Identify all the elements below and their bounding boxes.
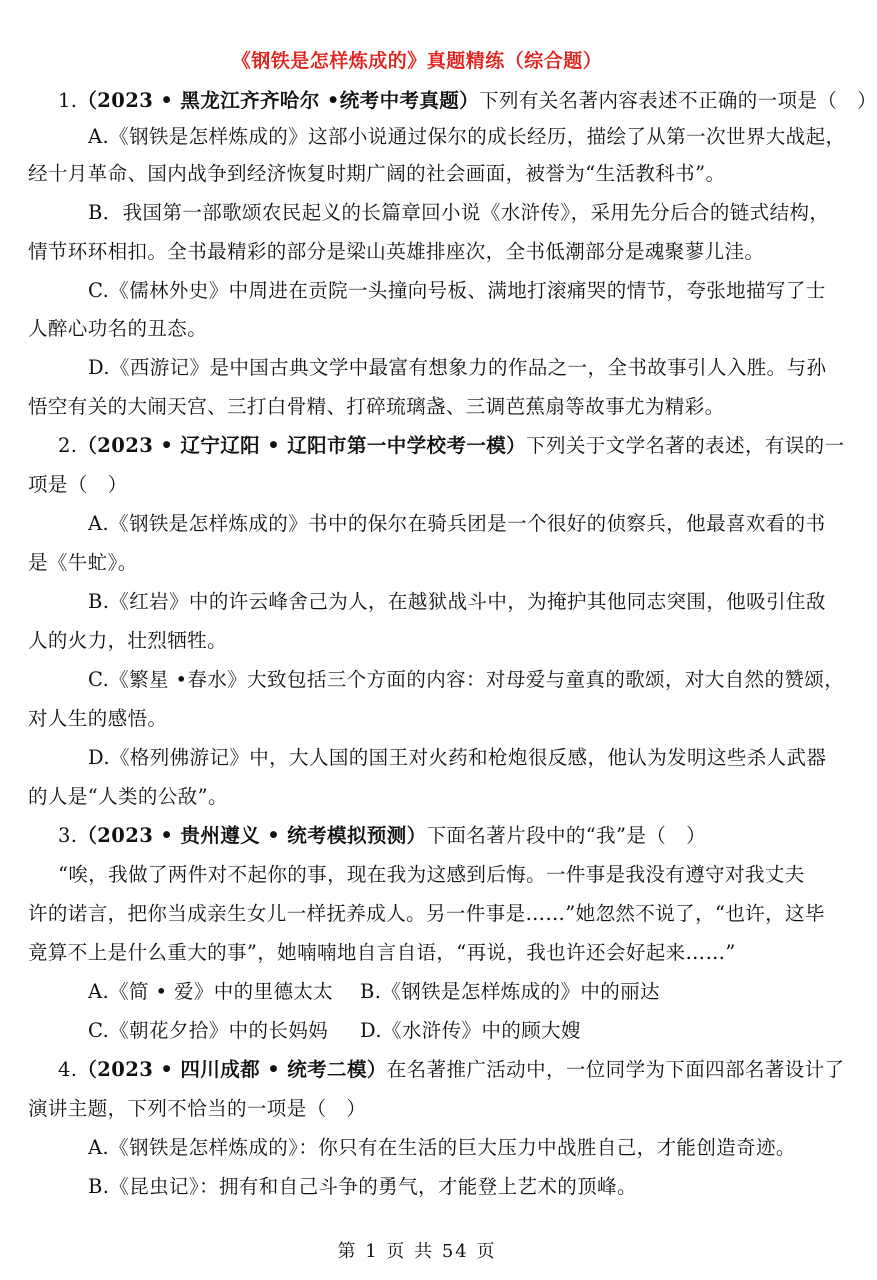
q1-option-b-line2: 情节环环相扣。全书最精彩的部分是梁山英雄排座次，全书低潮部分是魂聚蓼儿洼。 — [28, 240, 765, 263]
q2-option-a-line1: A.《钢铁是怎样炼成的》书中的保尔在骑兵团是一个很好的侦察兵，他最喜欢看的书 — [88, 512, 826, 535]
q3-passage-line3: 竟算不上是什么重大的事”，她喃喃地自言自语，“再说，我也许还会好起来……” — [28, 941, 736, 964]
q1-option-a-line2: 经十月革命、国内战争到经济恢复时期广阔的社会画面，被誉为“生活教科书”。 — [28, 162, 726, 185]
q3-option-c: C.《朝花夕拾》中的长妈妈 — [88, 1019, 329, 1042]
q1-option-a-line1: A.《钢铁是怎样炼成的》这部小说通过保尔的成长经历，描绘了从第一次世界大战起， — [88, 125, 846, 148]
question-number: 1. — [58, 89, 78, 112]
q1-option-c-line1: C.《儒林外史》中周进在贡院一头撞向号板、满地打滚痛哭的情节，夸张地描写了士 — [88, 279, 826, 302]
q2-option-b-line2: 人的火力，壮烈牺牲。 — [28, 629, 228, 652]
q1-option-d-line2: 悟空有关的大闹天宫、三打白骨精、打碎琉璃盏、三调芭蕉扇等故事尤为精彩。 — [28, 395, 725, 418]
question-number: 3. — [58, 824, 78, 847]
q2-option-b-line1: B.《红岩》中的许云峰舍己为人，在越狱战斗中，为掩护其他同志突围，他吸引住敌 — [88, 590, 826, 613]
question-4-header — [58, 1058, 845, 1082]
question-source: （2023 • 贵州遵义 • 统考模拟预测） — [77, 824, 427, 847]
question-number: 4. — [58, 1058, 78, 1081]
question-source: （2023 • 四川成都 • 统考二模） — [77, 1058, 387, 1081]
question-source: （2023 • 辽宁辽阳 • 辽阳市第一中学校考一模） — [77, 434, 527, 457]
q2-option-c-line1: C.《繁星 •春水》大致包括三个方面的内容：对母爱与童真的歌颂，对大自然的赞颂， — [88, 668, 845, 691]
question-1-header — [58, 89, 877, 113]
q4-option-a: A.《钢铁是怎样炼成的》：你只有在生活的巨大压力中战胜自己，才能创造奇迹。 — [88, 1136, 796, 1159]
q1-option-b-line1: B．我国第一部歌颂农民起义的长篇章回小说《水浒传》，采用先分后合的链式结构， — [88, 201, 830, 224]
question-2-header — [58, 434, 845, 458]
page-footer: 第 1 页 共 54 页 — [337, 1241, 497, 1262]
q3-options-row2 — [88, 1019, 808, 1043]
question-stem: 下列关于文学名著的表述，有误的一 — [526, 434, 845, 457]
q2-option-d-line1: D.《格列佛游记》中，大人国的国王对火药和枪炮很反感，他认为发明这些杀人武器 — [88, 746, 827, 769]
question-number: 2. — [58, 434, 78, 457]
question-source: （2023 • 黑龙江齐齐哈尔 •统考中考真题） — [77, 89, 480, 112]
q2-option-c-line2: 对人生的感悟。 — [28, 707, 168, 730]
q3-option-b: B.《钢铁是怎样炼成的》中的丽达 — [360, 980, 660, 1003]
q1-option-d-line1: D.《西游记》是中国古典文学中最富有想象力的作品之一，全书故事引人入胜。与孙 — [88, 356, 827, 379]
question-stem: 在名著推广活动中，一位同学为下面四部名著设计了 — [386, 1058, 845, 1081]
question-stem: 下列有关名著内容表述不正确的一项是（ ） — [479, 89, 877, 112]
q2-option-d-line2: 的人是“人类的公敌”。 — [28, 785, 228, 808]
q3-options-row1 — [88, 980, 808, 1004]
q2-stem-line2: 项是（ ） — [28, 473, 128, 496]
q4-stem-line2: 演讲主题，下列不恰当的一项是（ ） — [28, 1097, 367, 1120]
q2-option-a-line2: 是《牛虻》。 — [28, 551, 138, 574]
question-stem: 下面名著片段中的“我”是（ ） — [426, 824, 707, 847]
q3-option-a: A.《简 • 爱》中的里德太太 — [88, 980, 334, 1003]
q3-passage-line2: 许的诺言，把你当成亲生女儿一样抚养成人。另一件事是……”她忽然不说了，“也许，这毕 — [28, 902, 825, 925]
page-title: 《钢铁是怎样炼成的》真题精练（综合题） — [231, 50, 603, 72]
q1-option-c-line2: 人醉心功名的丑态。 — [28, 317, 208, 340]
question-3-header — [58, 824, 808, 848]
q3-option-d: D.《水浒传》中的顾大嫂 — [360, 1019, 581, 1042]
q3-passage-line1: “唉，我做了两件对不起你的事，现在我为这感到后悔。一件事是我没有遵守对我丈夫 — [58, 863, 805, 886]
q4-option-b: B.《昆虫记》：拥有和自己斗争的勇气，才能登上艺术的顶峰。 — [88, 1175, 637, 1198]
